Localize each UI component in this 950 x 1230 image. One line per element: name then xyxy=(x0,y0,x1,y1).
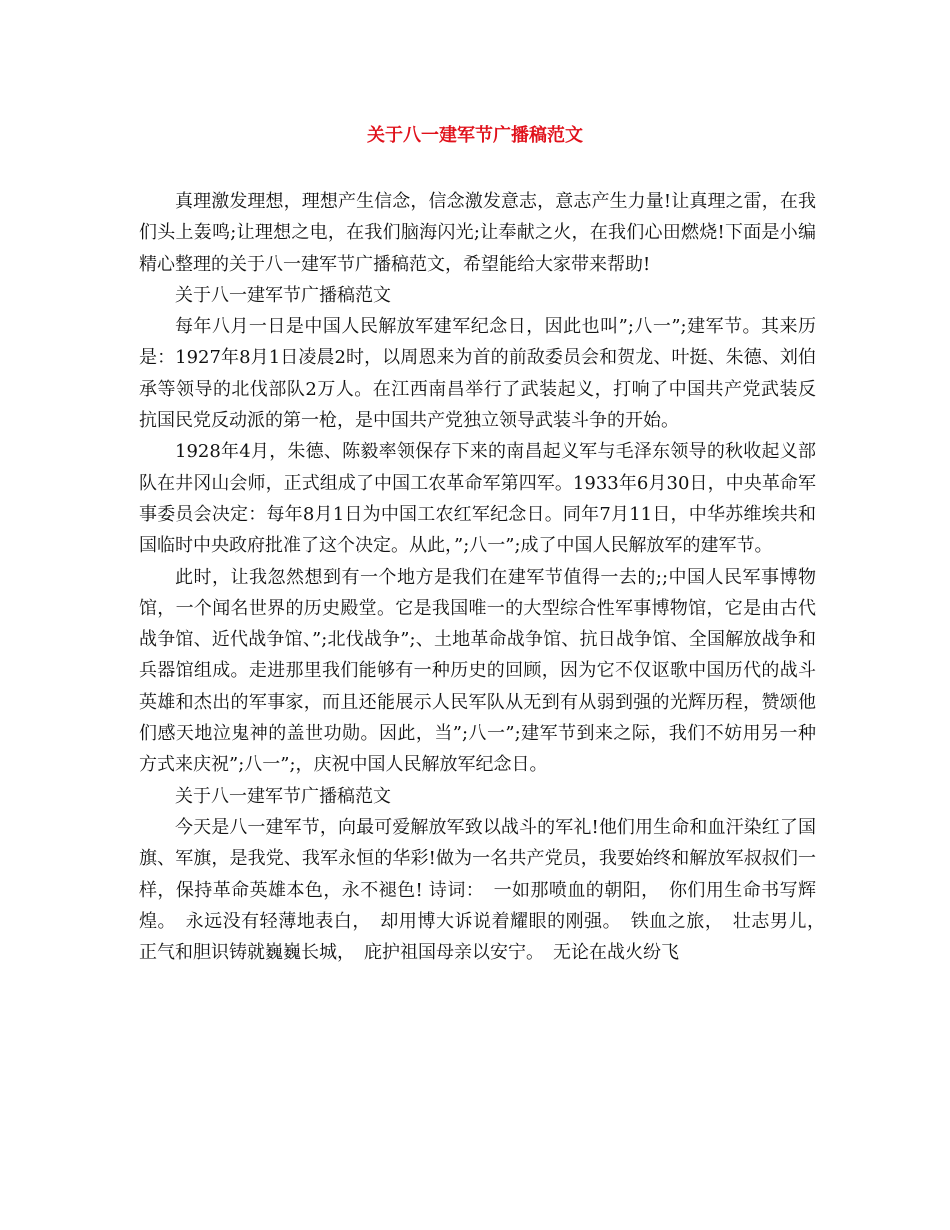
paragraph-museum: 此时，让我忽然想到有一个地方是我们在建军节值得一去的;;中国人民军事博物馆，一个闻名世界的历史殿堂。它是我国唯一的大型综合性军事博物馆，它是由古代战争馆、近代战争馆、”;北伐战争”;、土地革命战争馆、抗日战争馆、全国解放战争和兵器馆组成。走进那里我们能够有一种历史的回顾，因为它不仅讴歌中国历代的战斗英雄和杰出的军事家，而且还能展示人民军队从无到有从弱到强的光辉历程，赞颂他们感天地泣鬼神的盖世功勋。因此，当”;八一”;建军节到来之际，我们不妨用另一种方式来庆祝”;八一”;，庆祝中国人民解放军纪念日。 xyxy=(139,566,816,776)
paragraph-intro: 真理激发理想，理想产生信念，信念激发意志，意志产生力量!让真理之雷，在我们头上轰鸣;让理想之电，在我们脑海闪光;让奉献之火，在我们心田燃烧!下面是小编精心整理的关于八一建军节广播稿范文，希望能给大家带来帮助! xyxy=(139,191,816,275)
paragraph-history: 1928年4月，朱德、陈毅率领保存下来的南昌起义军与毛泽东领导的秋收起义部队在井冈山会师，正式组成了中国工农革命军第四军。1933年6月30日，中央革命军事委员会决定：每年8月1日为中国工农红军纪念日。同年7月11日，中华苏维埃共和国临时中央政府批准了这个决定。从此，”;八一”;成了中国人民解放军的建军节。 xyxy=(139,441,816,557)
paragraph-poem: 今天是八一建军节，向最可爱解放军致以战斗的军礼!他们用生命和血汗染红了国旗、军旗，是我党、我军永恒的华彩!做为一名共产党员，我要始终和解放军叔叔们一样，保持革命英雄本色，永不褪色! 诗词： 一如那喷血的朝阳， 你们用生命书写辉煌。 永远没有轻薄地表白， 却用博大诉说着耀眼的刚强。 铁血之旅， 壮志男儿， 正气和胆识铸就巍巍长城， 庇护祖国母亲以安宁。 无论在战火纷飞 xyxy=(139,816,834,964)
section-heading: 关于八一建军节广播稿范文 xyxy=(175,284,391,306)
paragraph-origin: 每年八月一日是中国人民解放军建军纪念日，因此也叫”;八一”;建军节。其来历是：1927年8月1日凌晨2时，以周恩来为首的前敌委员会和贺龙、叶挺、朱德、刘伯承等领导的北伐部队2万人。在江西南昌举行了武装起义，打响了中国共产党武装反抗国民党反动派的第一枪，是中国共产党独立领导武装斗争的开始。 xyxy=(139,316,816,432)
section-heading: 关于八一建军节广播稿范文 xyxy=(175,785,391,807)
document-body xyxy=(139,186,834,968)
document-title: 关于八一建军节广播稿范文 xyxy=(367,125,583,146)
